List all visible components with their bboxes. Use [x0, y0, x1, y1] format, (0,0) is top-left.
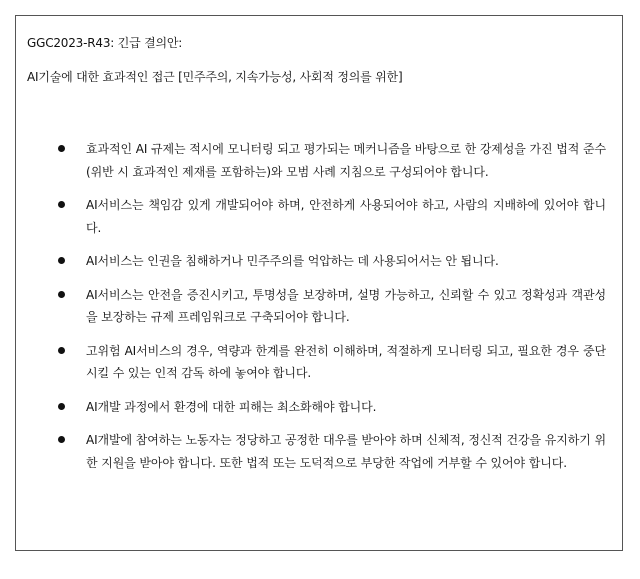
bullet-list	[58, 138, 606, 485]
bullet-icon	[58, 145, 65, 152]
list-item	[58, 429, 606, 474]
list-item	[58, 396, 606, 419]
list-item	[58, 284, 606, 329]
document-subtitle: AI기술에 대한 효과적인 접근 [민주주의, 지속가능성, 사회적 정의를 위한]	[27, 70, 403, 84]
bullet-icon	[58, 201, 65, 208]
list-item	[58, 340, 606, 385]
list-item-text: AI개발 과정에서 환경에 대한 피해는 최소화해야 합니다.	[86, 399, 377, 414]
list-item-text: AI서비스는 책임감 있게 개발되어야 하며, 안전하게 사용되어야 하고, 사람의 지배하에 있어야 합니다.	[86, 198, 606, 235]
bullet-icon	[58, 436, 65, 443]
document-title: GGC2023-R43: 긴급 결의안:	[27, 36, 183, 50]
list-item-text: AI서비스는 안전을 증진시키고, 투명성을 보장하며, 설명 가능하고, 신뢰할 수 있고 정확성과 객관성을 보장하는 규제 프레임워크로 구축되어야 합니다.	[86, 287, 606, 324]
list-item	[58, 250, 606, 273]
list-item-text: AI서비스는 인권을 침해하거나 민주주의를 억압하는 데 사용되어서는 안 됩니다.	[86, 254, 499, 268]
bullet-icon	[58, 291, 65, 298]
list-item	[58, 194, 606, 239]
list-item	[58, 138, 606, 183]
document-box	[15, 15, 623, 551]
bullet-icon	[58, 347, 65, 354]
bullet-icon	[58, 257, 65, 264]
list-item-text: 고위험 AI서비스의 경우, 역량과 한계를 완전히 이해하며, 적절하게 모니터링 되고, 필요한 경우 중단시킬 수 있는 인적 감독 하에 놓여야 합니다.	[86, 343, 606, 380]
bullet-icon	[58, 403, 65, 410]
list-item-text: 효과적인 AI 규제는 적시에 모니터링 되고 평가되는 메커니즘을 바탕으로 한 강제성을 가진 법적 준수(위반 시 효과적인 제재를 포함하는)와 모범 사례 지침으로 구성되어야 합니다.	[86, 142, 606, 179]
list-item-text: AI개발에 참여하는 노동자는 정당하고 공정한 대우를 받아야 하며 신체적, 정신적 건강을 유지하기 위한 지원을 받아야 합니다. 또한 법적 또는 도덕적으로 부당한 작업에 거부할 수 있어야 합니다.	[86, 433, 606, 470]
